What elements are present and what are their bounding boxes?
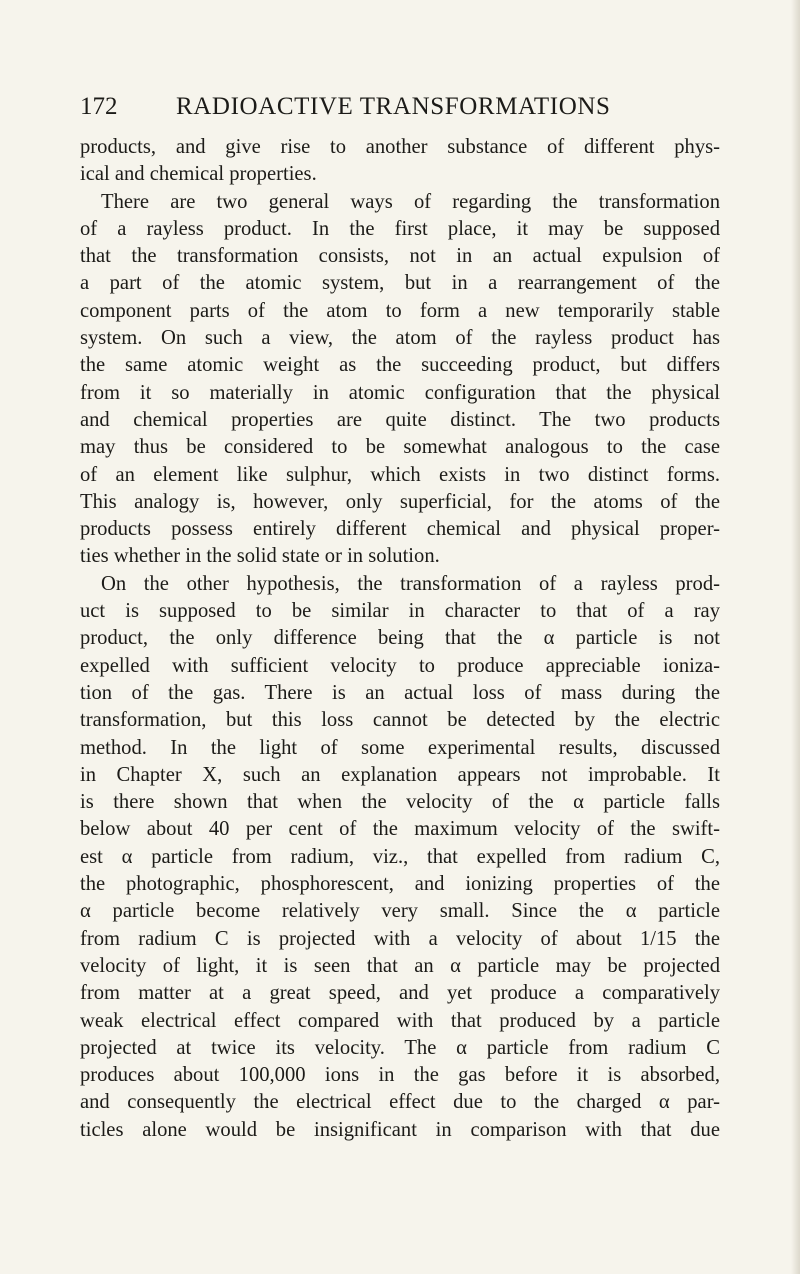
paragraph <box>80 571 720 1144</box>
page-header <box>80 90 720 124</box>
body-text <box>80 134 720 1144</box>
text-line: There are two general ways of regarding the transformation <box>101 190 720 213</box>
text-line: α particle become relatively very small. Since the α particle <box>80 900 720 923</box>
text-line: ticles alone would be insignificant in comparison with that due <box>80 1118 720 1141</box>
text-line: On the other hypothesis, the transformation of a rayless prod- <box>101 572 720 595</box>
text-line: the photographic, phosphorescent, and ionizing properties of the <box>80 873 720 896</box>
text-line: This analogy is, however, only superficial, for the atoms of the <box>80 490 720 513</box>
text-line: expelled with sufficient velocity to produce appreciable ioniza- <box>80 654 720 677</box>
text-line: may thus be considered to be somewhat analogous to the case <box>80 436 720 459</box>
text-line: a part of the atomic system, but in a rearrangement of the <box>80 272 720 295</box>
text-line: and chemical properties are quite distinct. The two products <box>80 408 720 431</box>
page-number: 172 <box>80 93 118 120</box>
text-line: ical and chemical properties. <box>80 163 317 186</box>
text-line: from it so materially in atomic configuration that the physical <box>80 381 720 404</box>
text-line: tion of the gas. There is an actual loss of mass during the <box>80 681 720 704</box>
text-line: produces about 100,000 ions in the gas before it is absorbed, <box>80 1064 720 1087</box>
page-edge-shadow <box>791 0 800 1274</box>
text-line: ties whether in the solid state or in solution. <box>80 545 440 568</box>
text-line: that the transformation consists, not in an actual expulsion of <box>80 245 720 268</box>
text-line: the same atomic weight as the succeeding product, but differs <box>80 354 720 377</box>
text-line: method. In the light of some experimental results, discussed <box>80 736 720 759</box>
text-line: weak electrical effect compared with that produced by a particle <box>80 1009 720 1032</box>
text-line: below about 40 per cent of the maximum velocity of the swift- <box>80 818 720 841</box>
text-line: is there shown that when the velocity of the α particle falls <box>80 791 720 814</box>
text-line: uct is supposed to be similar in character to that of a ray <box>80 600 720 623</box>
running-head: RADIOACTIVE TRANSFORMATIONS <box>176 93 611 120</box>
text-line: in Chapter X, such an explanation appears not improbable. It <box>80 763 720 786</box>
paragraph <box>80 189 720 571</box>
text-line: product, the only difference being that the α particle is not <box>80 627 720 650</box>
text-line: velocity of light, it is seen that an α particle may be projected <box>80 954 720 977</box>
text-line: products, and give rise to another substance of different phys- <box>80 136 720 158</box>
text-line: of a rayless product. In the first place, it may be supposed <box>80 217 720 240</box>
paragraph <box>80 134 720 189</box>
text-line: products possess entirely different chemical and physical proper- <box>80 518 720 541</box>
text-line: projected at twice its velocity. The α particle from radium C <box>80 1036 720 1059</box>
text-line: system. On such a view, the atom of the rayless product has <box>80 327 720 350</box>
text-line: and consequently the electrical effect due to the charged α par- <box>80 1091 720 1114</box>
text-line: component parts of the atom to form a new temporarily stable <box>80 299 720 322</box>
text-line: from radium C is projected with a velocity of about 1/15 the <box>80 927 720 950</box>
text-line: of an element like sulphur, which exists in two distinct forms. <box>80 463 720 486</box>
text-line: from matter at a great speed, and yet produce a comparatively <box>80 982 720 1005</box>
text-line: est α particle from radium, viz., that expelled from radium C, <box>80 845 720 868</box>
text-line: transformation, but this loss cannot be detected by the electric <box>80 709 720 732</box>
